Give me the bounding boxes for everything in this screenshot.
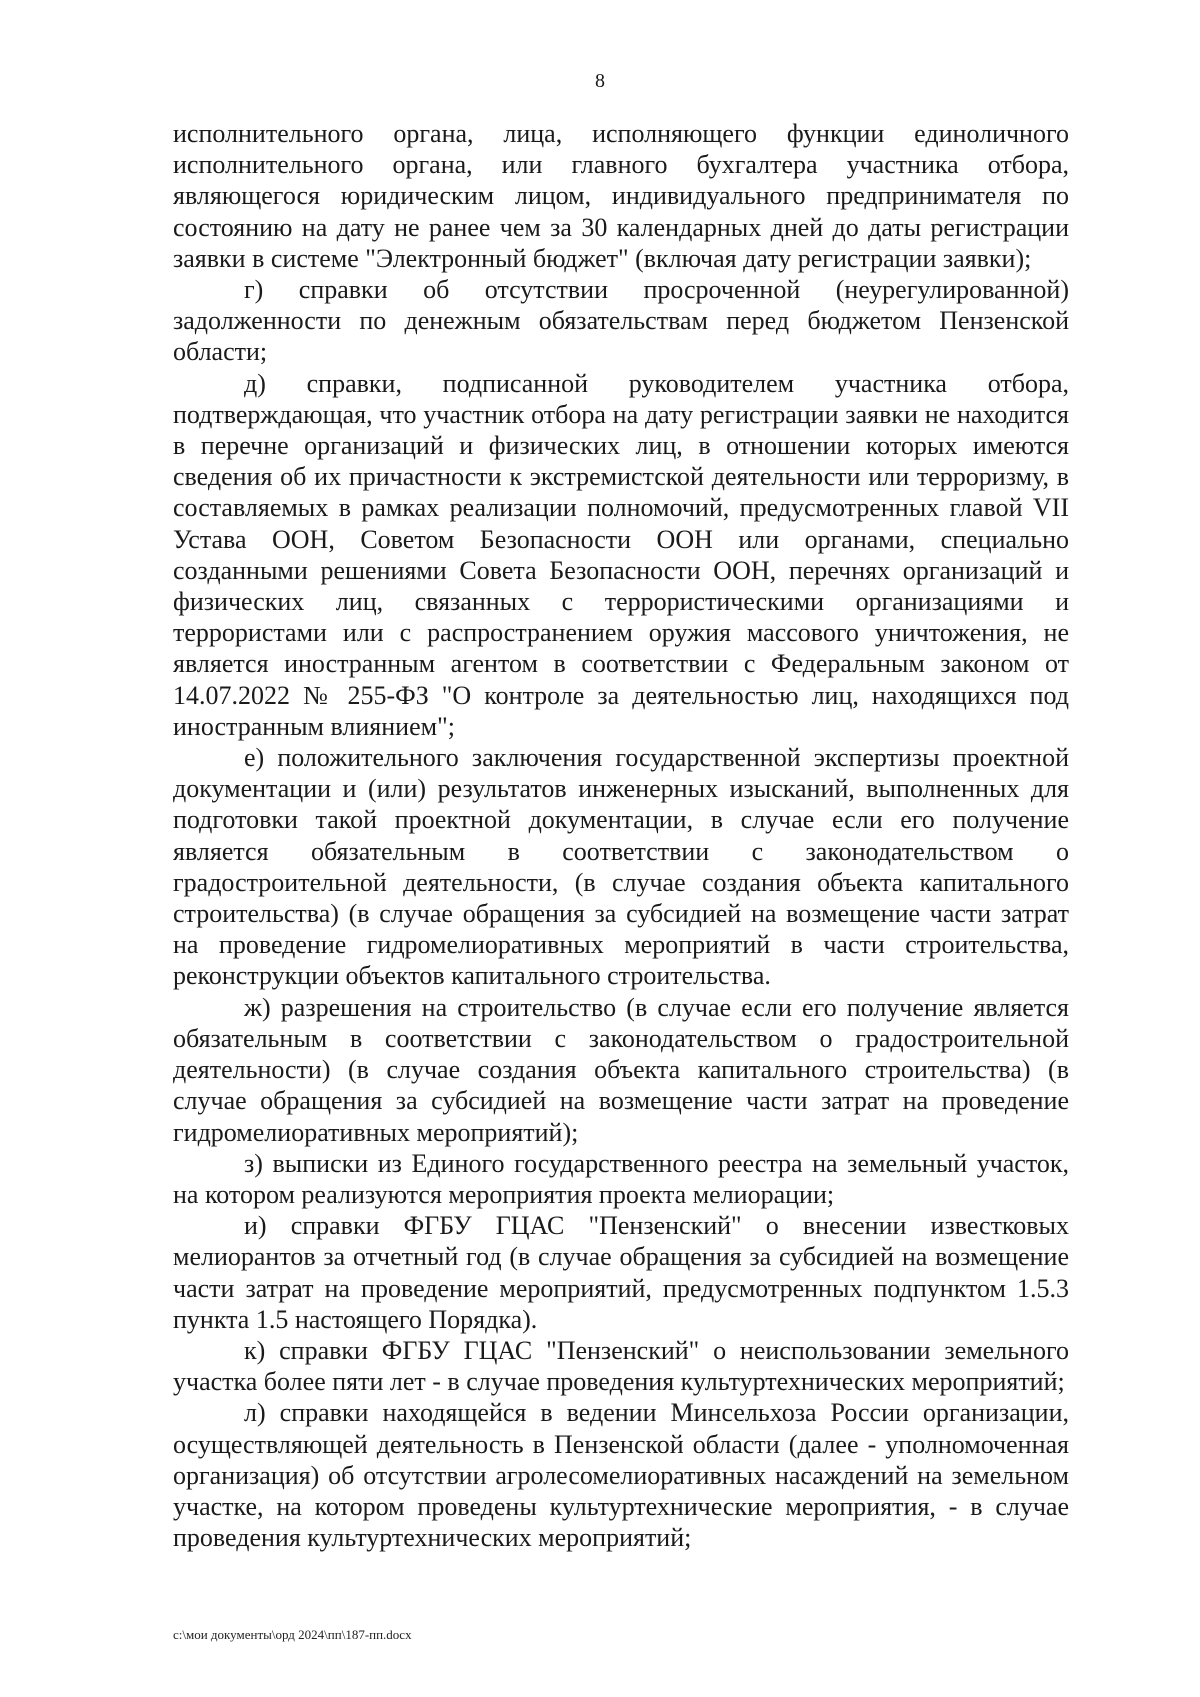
paragraph-item-zh: ж) разрешения на строительство (в случае если его получение является обязательным в соответствии с законодательством о градостроительной деятельности) (в случае создания объекта капитального строительства) (в случае обращения за субсидией на возмещение части затрат на проведение гидромелиоративных мероприятий); bbox=[173, 992, 1069, 1147]
paragraph-item-e: е) положительного заключения государственной экспертизы проектной документации и (или) результатов инженерных изысканий, выполненных для подготовки такой проектной документации, в случае если его получение является обязательным в соответствии с законодательством о градостроительной деятельности, (в случае создания объекта капитального строительства) (в случае обращения за субсидией на возмещение части затрат на проведение гидромелиоративных мероприятий в части строительства, реконструкции объектов капитального строительства. bbox=[173, 743, 1069, 991]
page-number: 8 bbox=[595, 70, 605, 92]
document-body bbox=[173, 118, 1069, 1553]
paragraph-continuation: исполнительного органа, лица, исполняющего функции единоличного исполнительного органа, или главного бухгалтера участника отбора, являющегося юридическим лицом, индивидуального предпринимателя по состоянию на дату не ранее чем за 30 календарных дней до даты регистрации заявки в системе "Электронный бюджет" (включая дату регистрации заявки); bbox=[173, 119, 1069, 273]
paragraph-item-l: л) справки находящейся в ведении Минсельхоза России организации, осуществляющей деятельность в Пензенской области (далее - уполномоченная организация) об отсутствии агролесомелиоративных насаждений на земельном участке, на котором проведены культуртехнические мероприятия, - в случае проведения культуртехнических мероприятий; bbox=[173, 1398, 1069, 1553]
paragraph-item-d: д) справки, подписанной руководителем участника отбора, подтверждающая, что участник отбора на дату регистрации заявки не находится в перечне организаций и физических лиц, в отношении которых имеются сведения об их причастности к экстремистской деятельности или терроризму, в составляемых в рамках реализации полномочий, предусмотренных главой VII Устава ООН, Советом Безопасности ООН или органами, специально созданными решениями Совета Безопасности ООН, перечнях организаций и физических лиц, связанных с террористическими организациями и террористами или с распространением оружия массового уничтожения, не является иностранным агентом в соответствии с Федеральным законом от 14.07.2022 № 255-ФЗ "О контроле за деятельностью лиц, находящихся под иностранным влиянием"; bbox=[173, 368, 1069, 741]
footer-file-path: c:\мои документы\орд 2024\пп\187-пп.docx bbox=[173, 1627, 412, 1642]
paragraph-item-k: к) справки ФГБУ ГЦАС "Пензенский" о неиспользовании земельного участка более пяти лет - в случае проведения культуртехнических мероприятий; bbox=[173, 1335, 1069, 1397]
paragraph-item-i: и) справки ФГБУ ГЦАС "Пензенский" о внесении известковых мелиорантов за отчетный год (в случае обращения за субсидией на возмещение части затрат на проведение мероприятий, предусмотренных подпунктом 1.5.3 пункта 1.5 настоящего Порядка). bbox=[173, 1211, 1069, 1334]
paragraph-item-z: з) выписки из Единого государственного реестра на земельный участок, на котором реализуются мероприятия проекта мелиорации; bbox=[173, 1148, 1069, 1209]
paragraph-item-g: г) справки об отсутствии просроченной (неурегулированной) задолженности по денежным обязательствам перед бюджетом Пензенской области; bbox=[173, 275, 1069, 367]
